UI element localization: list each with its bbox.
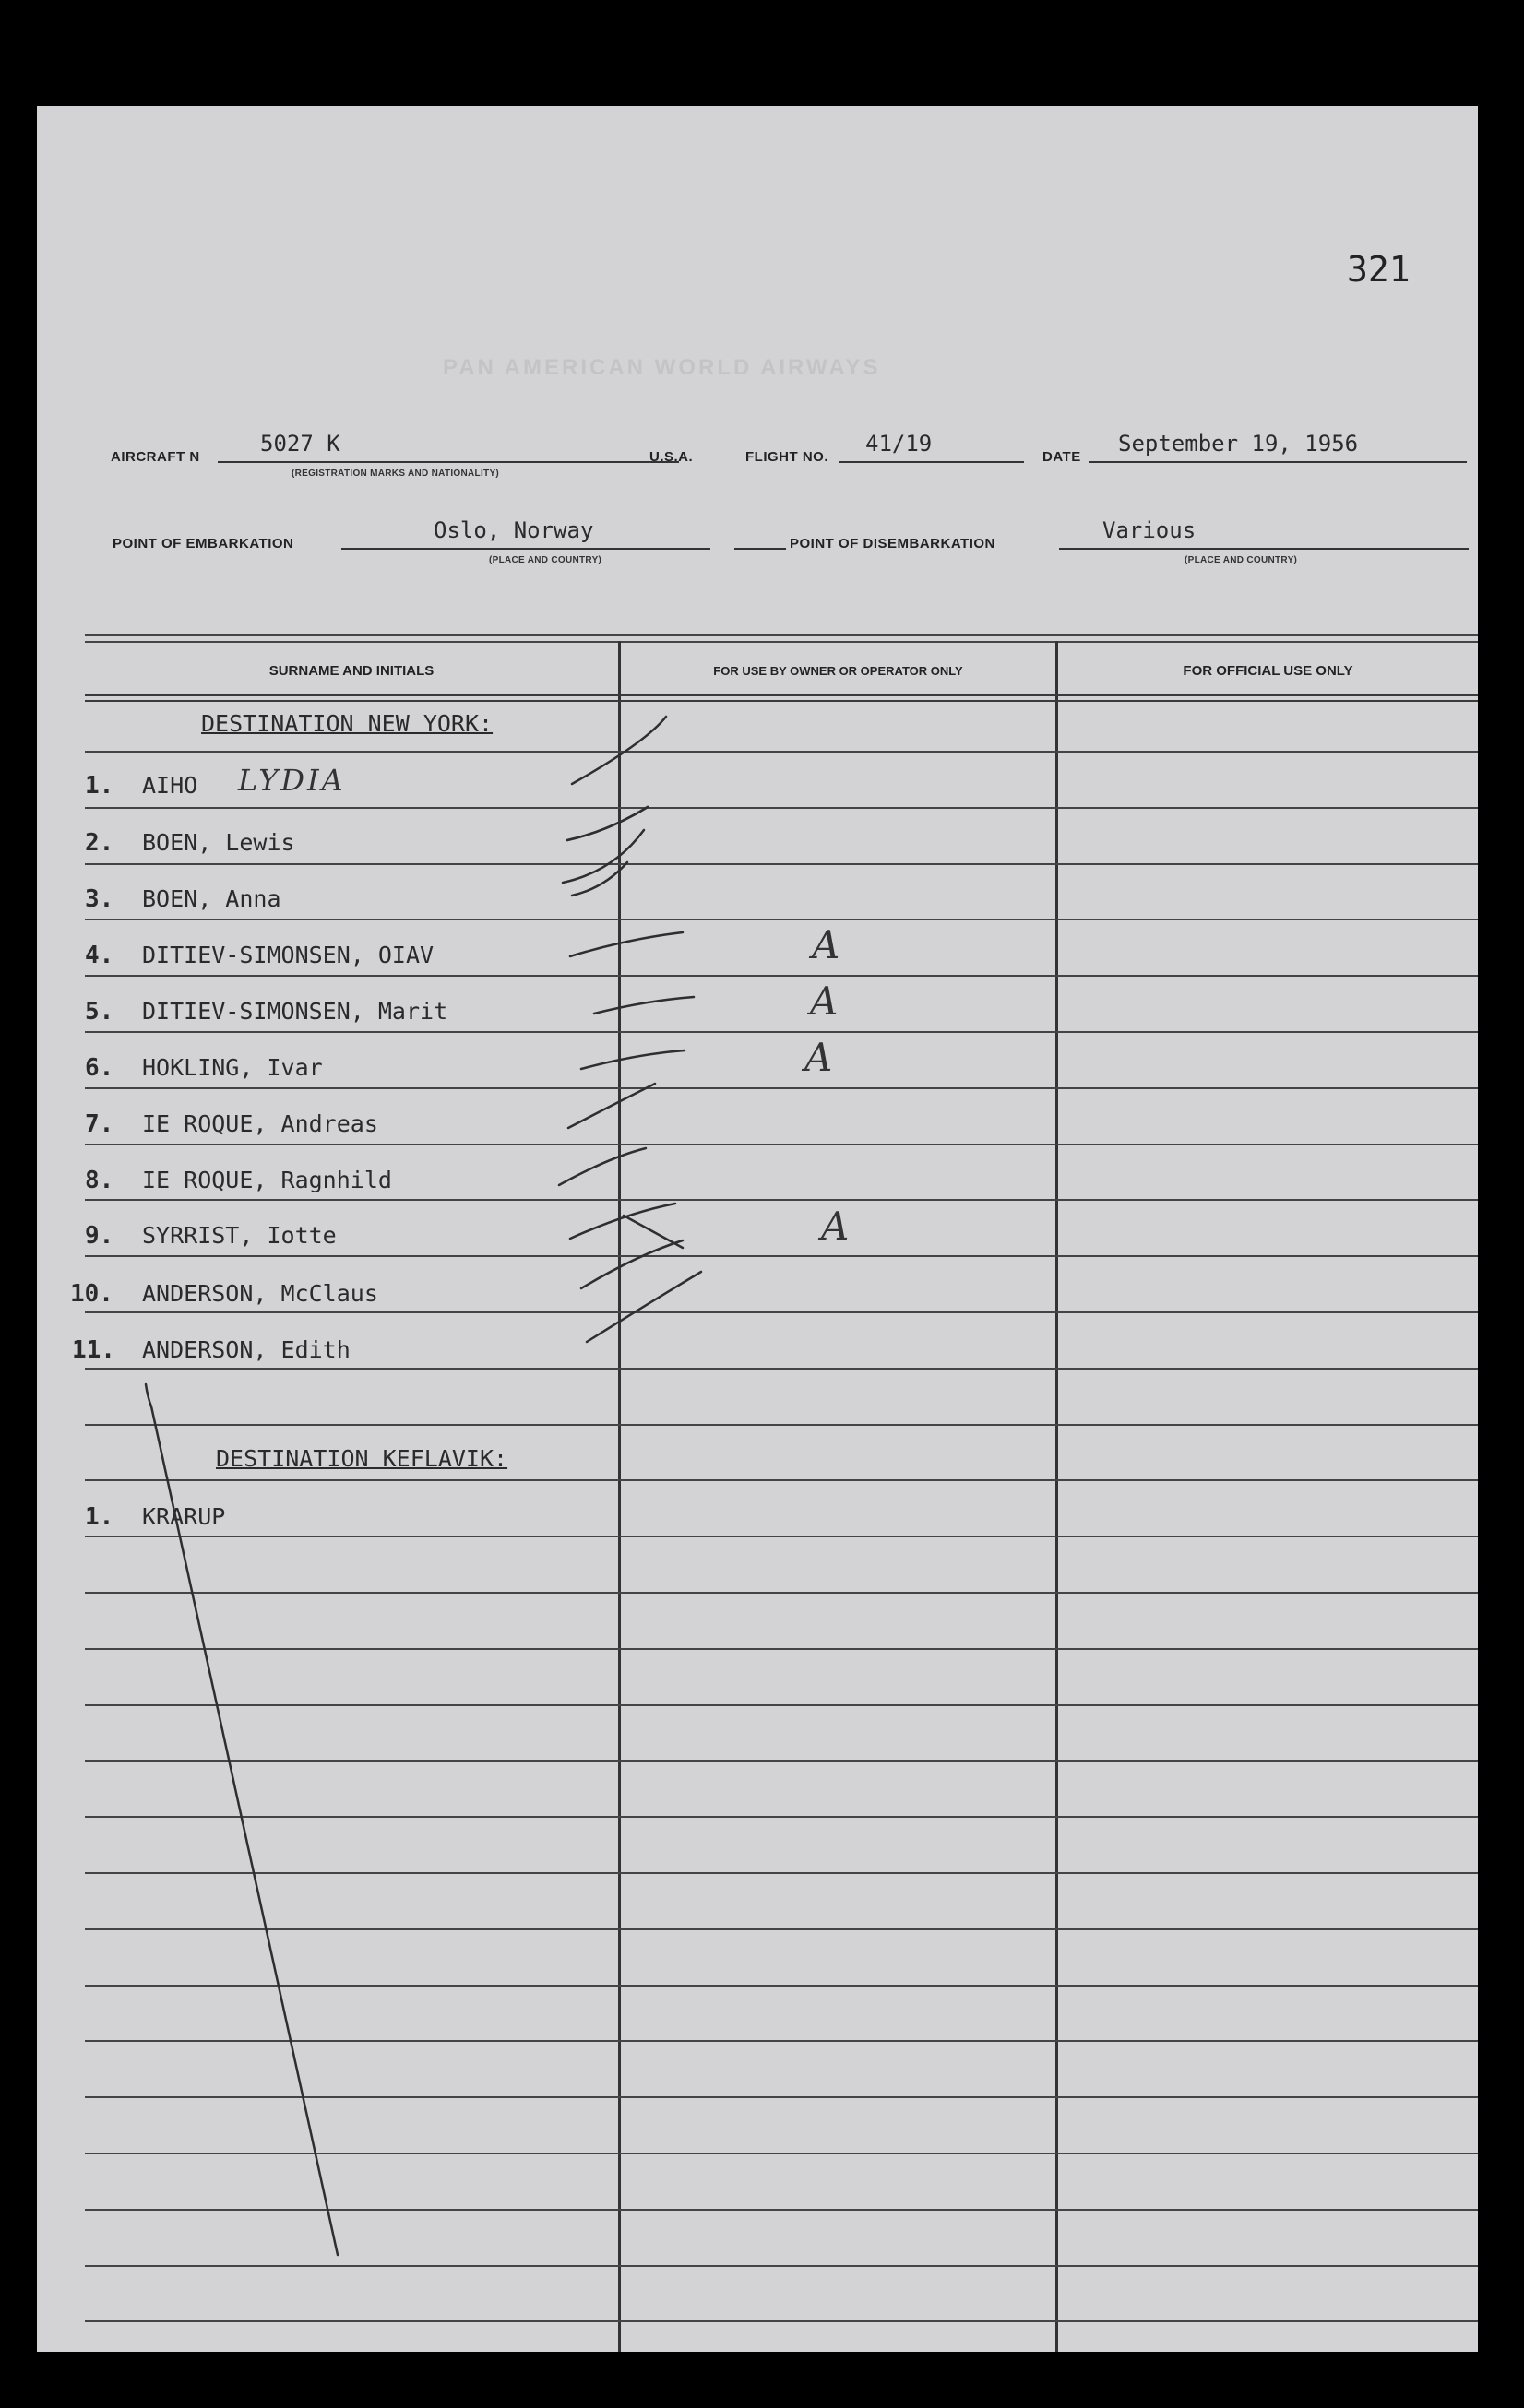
passenger-number: 11.	[72, 1336, 115, 1364]
faded-header: PAN AMERICAN WORLD AIRWAYS	[443, 355, 881, 380]
passenger-name: ANDERSON, McClaus	[142, 1280, 378, 1307]
embarkation-caption: (PLACE AND COUNTRY)	[489, 555, 602, 565]
registration-caption: (REGISTRATION MARKS AND NATIONALITY)	[292, 469, 500, 479]
check-mark-10	[581, 1240, 683, 1288]
column-header-official-use: FOR OFFICIAL USE ONLY	[1183, 663, 1353, 679]
passenger-name: DITIEV-SIMONSEN, Marit	[142, 998, 448, 1025]
passenger-name: AIHO	[142, 772, 198, 799]
page-number: 321	[1347, 249, 1411, 290]
passenger-name: ANDERSON, Edith	[142, 1336, 351, 1363]
aircraft-label: AIRCRAFT N	[111, 449, 200, 465]
column-header-owner-use: FOR USE BY OWNER OR OPERATOR ONLY	[713, 664, 963, 678]
check-mark-5	[594, 997, 694, 1014]
check-mark-12	[624, 1216, 683, 1248]
disembarkation-value: Various	[1102, 517, 1197, 543]
passenger-number: 8.	[85, 1167, 114, 1194]
handwritten-mark: A	[810, 979, 839, 1024]
passenger-number: 6.	[85, 1054, 114, 1082]
passenger-name: SYRRIST, Iotte	[142, 1222, 337, 1249]
passenger-number: 1.	[85, 1503, 114, 1531]
passenger-name: BOEN, Anna	[142, 885, 281, 912]
passenger-name: KRARUP	[142, 1503, 226, 1530]
passenger-name: IE ROQUE, Andreas	[142, 1110, 378, 1137]
date-label: DATE	[1042, 449, 1081, 465]
embarkation-value: Oslo, Norway	[434, 517, 594, 543]
passenger-number: 10.	[70, 1280, 113, 1308]
passenger-number: 5.	[85, 998, 114, 1026]
passenger-name: BOEN, Lewis	[142, 829, 295, 856]
check-mark-2	[567, 807, 648, 840]
handwritten-name: LYDIA	[238, 763, 346, 798]
column-header-surname: SURNAME AND INITIALS	[268, 663, 435, 679]
flight-label: FLIGHT NO.	[745, 449, 828, 465]
check-mark-4	[570, 932, 683, 956]
check-mark-8	[559, 1148, 646, 1185]
check-mark-2	[567, 807, 648, 840]
ruled-lines-and-pen-marks	[37, 106, 1478, 2352]
handwritten-mark: A	[812, 922, 840, 967]
check-mark-1	[572, 717, 666, 784]
usa-label: U.S.A.	[649, 449, 694, 465]
check-mark-9	[570, 1204, 675, 1239]
check-mark-6	[581, 1050, 685, 1069]
passenger-number: 1.	[85, 772, 114, 800]
passenger-number: 4.	[85, 942, 114, 969]
disembarkation-caption: (PLACE AND COUNTRY)	[1185, 555, 1298, 565]
check-mark-3b	[572, 862, 627, 896]
date-value: September 19, 1956	[1118, 431, 1359, 457]
handwritten-mark: A	[821, 1204, 850, 1249]
stray-pen-line	[146, 1384, 338, 2255]
passenger-number: 9.	[85, 1222, 114, 1250]
flight-value: 41/19	[865, 431, 933, 457]
section-title-new-york: DESTINATION NEW YORK:	[201, 710, 494, 737]
section-title-keflavik: DESTINATION KEFLAVIK:	[216, 1445, 508, 1472]
passenger-number: 7.	[85, 1110, 114, 1138]
passenger-number: 2.	[85, 829, 114, 857]
check-mark-7	[568, 1084, 655, 1128]
passenger-name: HOKLING, Ivar	[142, 1054, 323, 1081]
embarkation-label: POINT OF EMBARKATION	[113, 536, 294, 552]
disembarkation-label: POINT OF DISEMBARKATION	[790, 536, 995, 552]
check-mark-11	[587, 1272, 701, 1342]
aircraft-value: 5027 K	[260, 431, 340, 457]
passenger-name: DITIEV-SIMONSEN, OIAV	[142, 942, 435, 968]
manifest-page	[37, 106, 1478, 2352]
passenger-name: IE ROQUE, Ragnhild	[142, 1167, 392, 1193]
handwritten-mark: A	[804, 1035, 833, 1080]
passenger-number: 3.	[85, 885, 114, 913]
